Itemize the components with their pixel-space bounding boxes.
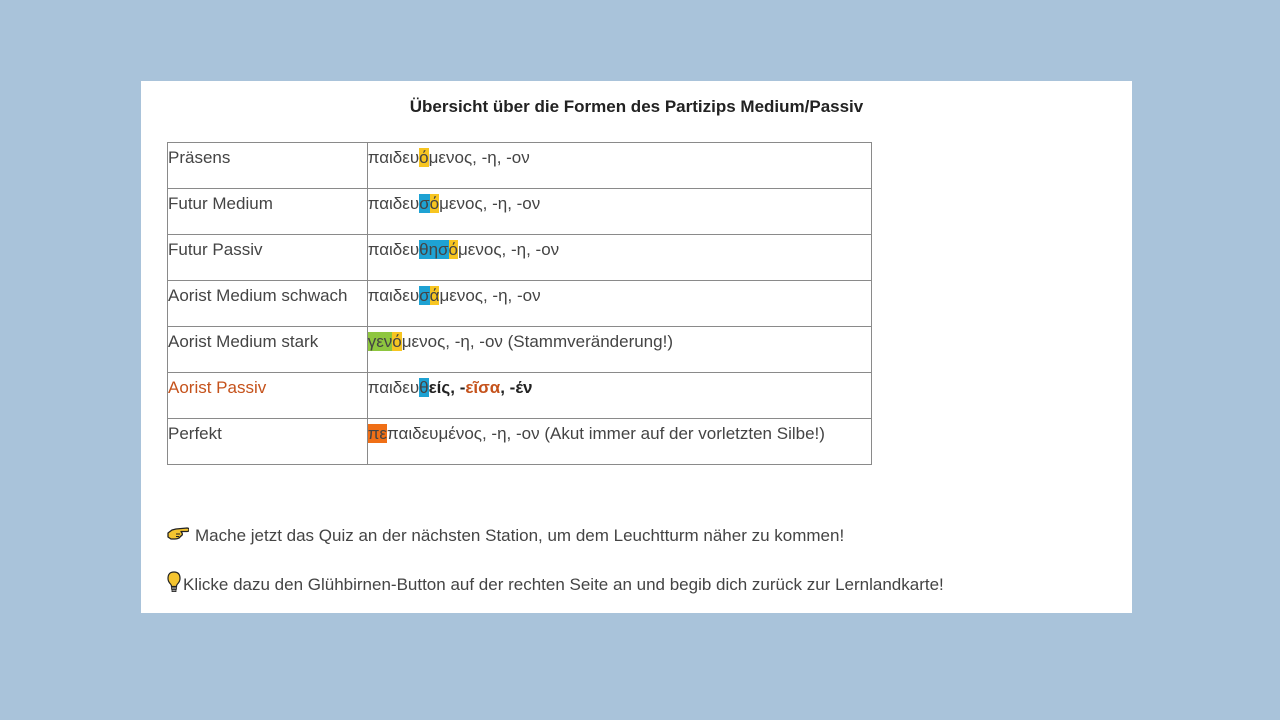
tense-label: Aorist Passiv <box>168 373 368 419</box>
participle-form <box>367 235 871 281</box>
form-text: παιδευ <box>367 240 420 259</box>
quiz-hint-text: Mache jetzt das Quiz an der nächsten Station, um dem Leuchtturm näher zu kommen! <box>195 525 845 545</box>
form-highlight-bold: είς, - <box>428 378 466 397</box>
form-highlight-bold-orange: εῖσα <box>465 378 501 397</box>
table-row <box>168 373 872 419</box>
participle-form <box>367 373 871 419</box>
form-text: μενος, -η, -ον <box>428 148 530 167</box>
table-row <box>168 419 872 465</box>
lightbulb-hint-text: Klicke dazu den Glühbirnen-Button auf der rechten Seite an und begib dich zurück zur Lernlandkarte! <box>183 574 944 594</box>
tense-label: Aorist Medium schwach <box>168 281 368 327</box>
form-highlight-yellow: ό <box>419 148 429 167</box>
form-text: μενος, -η, -ον <box>458 240 560 259</box>
tense-label: Aorist Medium stark <box>168 327 368 373</box>
participle-forms-table <box>167 142 872 465</box>
tense-label: Präsens <box>168 143 368 189</box>
form-highlight-green: γεν <box>367 332 393 351</box>
content-card <box>141 81 1132 613</box>
form-highlight-yellow: ό <box>392 332 402 351</box>
participle-form <box>367 143 871 189</box>
participle-form <box>367 189 871 235</box>
participle-form <box>367 327 871 373</box>
form-highlight-blue: θησ <box>419 240 449 259</box>
form-text: μενος, -η, -ον (Stammveränderung!) <box>401 332 673 351</box>
form-highlight-yellow: ά <box>429 286 440 305</box>
pointing-hand-icon <box>167 525 189 546</box>
tense-label: Perfekt <box>168 419 368 465</box>
quiz-hint <box>167 525 844 546</box>
table-row <box>168 327 872 373</box>
form-text: μενος, -η, -ον <box>439 286 541 305</box>
form-highlight-blue: σ <box>419 286 430 305</box>
form-highlight-bold: , -έν <box>500 378 533 397</box>
table-row <box>168 235 872 281</box>
table-row <box>168 281 872 327</box>
page-title: Übersicht über die Formen des Partizips Medium/Passiv <box>409 97 864 116</box>
lightbulb-hint <box>167 571 944 598</box>
form-text: παιδευ <box>367 286 420 305</box>
form-highlight-yellow: ό <box>448 240 459 259</box>
participle-form <box>367 419 871 465</box>
tense-label: Futur Passiv <box>168 235 368 281</box>
form-text: μενος, -η, -ον <box>439 194 541 213</box>
form-highlight-yellow: ό <box>429 194 440 213</box>
form-text: παιδευ <box>367 148 420 167</box>
form-text: παιδευμένος, -η, -ον (Akut immer auf der vorletzten Silbe!) <box>387 424 825 443</box>
participle-form <box>367 281 871 327</box>
tense-label: Futur Medium <box>168 189 368 235</box>
form-text: παιδευ <box>367 378 420 397</box>
form-highlight-blue: θ <box>419 378 429 397</box>
table-row <box>168 189 872 235</box>
form-highlight-blue: σ <box>419 194 430 213</box>
table-row <box>168 143 872 189</box>
form-highlight-orange: πε <box>367 424 388 443</box>
form-text: παιδευ <box>367 194 420 213</box>
light-bulb-icon <box>167 571 181 598</box>
